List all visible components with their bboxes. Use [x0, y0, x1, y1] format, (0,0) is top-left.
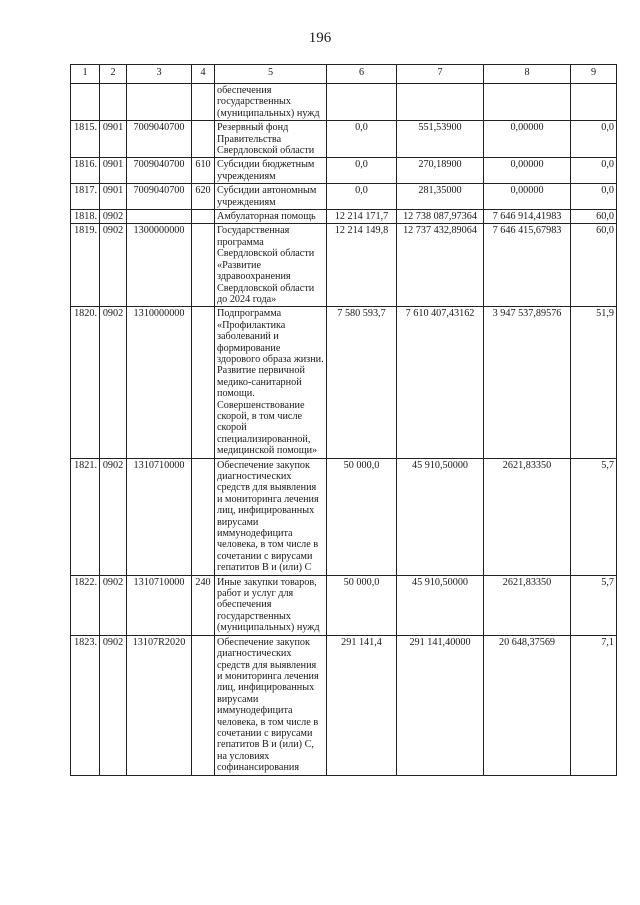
execution-percent-cell: 0,0: [571, 158, 617, 184]
target-article-cell: 1300000000: [127, 224, 192, 307]
section-code-cell: 0902: [100, 224, 127, 307]
approved-amount-cell: [327, 84, 397, 121]
target-article-cell: [127, 210, 192, 224]
refined-amount-cell: 7 610 407,43162: [397, 307, 484, 458]
refined-amount-cell: 45 910,50000: [397, 458, 484, 575]
item-name-cell: Субсидии бюджетным учреждениям: [215, 158, 327, 184]
executed-amount-cell: [484, 84, 571, 121]
expense-type-cell: [192, 121, 215, 158]
refined-amount-cell: 12 738 087,97364: [397, 210, 484, 224]
row-number-cell: 1822.: [71, 575, 100, 635]
item-name-cell: Подпрограмма «Профилактика заболеваний и формирование здорового образа жизни. Развитие первичной медико-санитарной помощи. Совершенствование скорой, в том числе скорой специализированной, медицинской помощи»: [215, 307, 327, 458]
refined-amount-cell: 12 737 432,89064: [397, 224, 484, 307]
expense-type-cell: 240: [192, 575, 215, 635]
refined-amount-cell: 291 141,40000: [397, 635, 484, 775]
executed-amount-cell: 0,00000: [484, 184, 571, 210]
expense-type-cell: [192, 307, 215, 458]
item-name-cell: Обеспечение закупок диагностических средств для выявления и мониторинга лечения лиц, инфицированных вирусами иммунодефицита человека, в том числе в сочетании с вирусами гепатитов В и (или) С, на условиях софинансирования: [215, 635, 327, 775]
section-code-cell: 0902: [100, 307, 127, 458]
target-article-cell: 1310000000: [127, 307, 192, 458]
executed-amount-cell: 7 646 415,67983: [484, 224, 571, 307]
table-row: [71, 210, 617, 224]
row-number-cell: 1823.: [71, 635, 100, 775]
header-cell: 6: [327, 65, 397, 84]
expense-type-cell: [192, 458, 215, 575]
execution-percent-cell: 7,1: [571, 635, 617, 775]
table-row: [71, 635, 617, 775]
row-number-cell: 1817.: [71, 184, 100, 210]
approved-amount-cell: 0,0: [327, 184, 397, 210]
table-header-row: [71, 65, 617, 84]
expense-type-cell: [192, 84, 215, 121]
table-row: [71, 84, 617, 121]
section-code-cell: 0901: [100, 184, 127, 210]
table-row: [71, 575, 617, 635]
section-code-cell: 0902: [100, 635, 127, 775]
execution-percent-cell: 60,0: [571, 224, 617, 307]
execution-percent-cell: 5,7: [571, 575, 617, 635]
header-cell: 3: [127, 65, 192, 84]
header-cell: 4: [192, 65, 215, 84]
section-code-cell: 0902: [100, 575, 127, 635]
header-cell: 2: [100, 65, 127, 84]
table-row: [71, 184, 617, 210]
table-row: [71, 121, 617, 158]
execution-percent-cell: 0,0: [571, 184, 617, 210]
table-row: [71, 458, 617, 575]
executed-amount-cell: 2621,83350: [484, 575, 571, 635]
execution-percent-cell: 5,7: [571, 458, 617, 575]
table-row: [71, 158, 617, 184]
target-article-cell: 7009040700: [127, 121, 192, 158]
section-code-cell: 0901: [100, 158, 127, 184]
page-number: 196: [308, 30, 332, 46]
item-name-cell: Иные закупки товаров, работ и услуг для обеспечения государственных (муниципальных) нужд: [215, 575, 327, 635]
item-name-cell: Резервный фонд Правительства Свердловской области: [215, 121, 327, 158]
approved-amount-cell: 12 214 171,7: [327, 210, 397, 224]
executed-amount-cell: 0,00000: [484, 158, 571, 184]
header-cell: 5: [215, 65, 327, 84]
executed-amount-cell: 3 947 537,89576: [484, 307, 571, 458]
row-number-cell: [71, 84, 100, 121]
refined-amount-cell: [397, 84, 484, 121]
section-code-cell: 0902: [100, 210, 127, 224]
section-code-cell: [100, 84, 127, 121]
executed-amount-cell: 0,00000: [484, 121, 571, 158]
target-article-cell: 7009040700: [127, 158, 192, 184]
approved-amount-cell: 7 580 593,7: [327, 307, 397, 458]
executed-amount-cell: 20 648,37569: [484, 635, 571, 775]
header-cell: 9: [571, 65, 617, 84]
header-cell: 8: [484, 65, 571, 84]
expense-type-cell: [192, 635, 215, 775]
approved-amount-cell: 0,0: [327, 121, 397, 158]
refined-amount-cell: 45 910,50000: [397, 575, 484, 635]
row-number-cell: 1820.: [71, 307, 100, 458]
expense-type-cell: [192, 224, 215, 307]
target-article-cell: 7009040700: [127, 184, 192, 210]
approved-amount-cell: 12 214 149,8: [327, 224, 397, 307]
execution-percent-cell: [571, 84, 617, 121]
execution-percent-cell: 60,0: [571, 210, 617, 224]
table-row: [71, 224, 617, 307]
item-name-cell: обеспечения государственных (муниципальных) нужд: [215, 84, 327, 121]
section-code-cell: 0902: [100, 458, 127, 575]
expense-type-cell: 610: [192, 158, 215, 184]
executed-amount-cell: 7 646 914,41983: [484, 210, 571, 224]
budget-table: [70, 64, 617, 776]
target-article-cell: 1310710000: [127, 575, 192, 635]
table-row: [71, 307, 617, 458]
section-code-cell: 0901: [100, 121, 127, 158]
header-cell: 7: [397, 65, 484, 84]
header-cell: 1: [71, 65, 100, 84]
approved-amount-cell: 50 000,0: [327, 458, 397, 575]
target-article-cell: 13107R2020: [127, 635, 192, 775]
item-name-cell: Амбулаторная помощь: [215, 210, 327, 224]
row-number-cell: 1818.: [71, 210, 100, 224]
row-number-cell: 1821.: [71, 458, 100, 575]
refined-amount-cell: 551,53900: [397, 121, 484, 158]
row-number-cell: 1816.: [71, 158, 100, 184]
expense-type-cell: 620: [192, 184, 215, 210]
approved-amount-cell: 291 141,4: [327, 635, 397, 775]
row-number-cell: 1819.: [71, 224, 100, 307]
refined-amount-cell: 270,18900: [397, 158, 484, 184]
refined-amount-cell: 281,35000: [397, 184, 484, 210]
target-article-cell: 1310710000: [127, 458, 192, 575]
row-number-cell: 1815.: [71, 121, 100, 158]
item-name-cell: Обеспечение закупок диагностических средств для выявления и мониторинга лечения лиц, инфицированных вирусами иммунодефицита человека, в том числе в сочетании с вирусами гепатитов В и (или) С: [215, 458, 327, 575]
execution-percent-cell: 0,0: [571, 121, 617, 158]
executed-amount-cell: 2621,83350: [484, 458, 571, 575]
execution-percent-cell: 51,9: [571, 307, 617, 458]
item-name-cell: Государственная программа Свердловской области «Развитие здравоохранения Свердловской области до 2024 года»: [215, 224, 327, 307]
expense-type-cell: [192, 210, 215, 224]
approved-amount-cell: 0,0: [327, 158, 397, 184]
approved-amount-cell: 50 000,0: [327, 575, 397, 635]
item-name-cell: Субсидии автономным учреждениям: [215, 184, 327, 210]
target-article-cell: [127, 84, 192, 121]
